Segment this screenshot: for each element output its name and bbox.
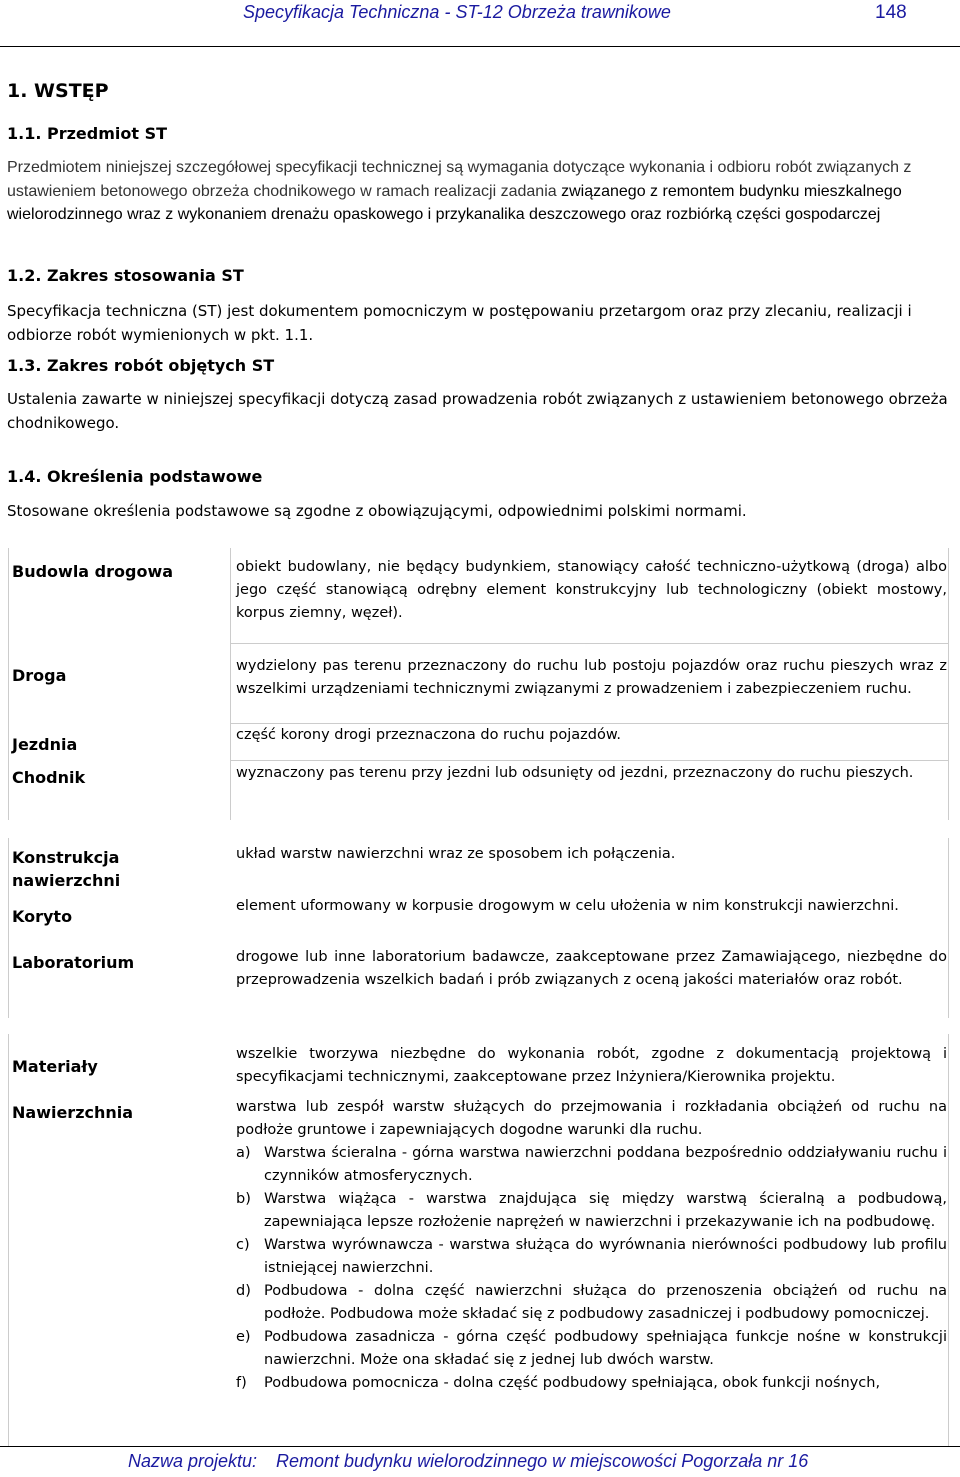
definition-term: Laboratorium [12,953,135,972]
table-rule [948,1034,949,1446]
definition-term: Chodnik [12,768,86,787]
definition-text: wyznaczony pas terenu przy jezdni lub odsunięty od jezdni, przeznaczony do ruchu pieszych. [236,765,914,781]
section-text-1-2: Specyfikacja techniczna (ST) jest dokumentem pomocniczym w postępowaniu przetargom oraz przy zlecaniu, realizacji i odbiorze robót wymienionych w pkt. 1.1. [7,302,912,344]
page-header [0,0,960,47]
list-marker: a) [236,1145,251,1161]
definition-text: obiekt budowlany, nie będący budynkiem, stanowiący całość techniczno-użytkową (droga) albo jego część stanowiącą odrębny element konstrukcyjny lub technologiczny (obiekt mostowy, korpus ziemny, węzeł). [236,559,947,621]
definition-term: Materiały [12,1057,98,1076]
list-marker: b) [236,1191,251,1207]
table-rule [8,548,9,820]
list-marker: c) [236,1237,250,1253]
table-rule [948,838,949,1018]
header-title: Specyfikacja Techniczna - ST-12 Obrzeża trawnikowe [243,2,671,22]
section-heading-1-2: 1.2. Zakres stosowania ST [7,266,244,285]
definition-term: Koryto [12,907,73,926]
definition-text: drogowe lub inne laboratorium badawcze, zaakceptowane przez Zamawiającego, niezbędne do przeprowadzenia wszelkich badań i prób związanych z oceną jakości materiałów oraz robót. [236,949,947,988]
definition-term: Konstrukcja nawierzchni [12,848,121,890]
list-item [236,1188,947,1234]
list-item [236,1372,947,1395]
table-rule [230,760,948,761]
definition-term: Budowla drogowa [12,562,174,581]
section-text-1-1 [7,156,955,227]
definition-text: element uformowany w korpusie drogowym w celu ułożenia w nim konstrukcji nawierzchni. [236,898,899,914]
table-rule [230,548,231,820]
definition-term: Droga [12,666,67,685]
list-item-text: Podbudowa pomocnicza - dolna część podbudowy spełniająca, obok funkcji nośnych, [264,1375,881,1391]
definition-text: warstwa lub zespół warstw służących do przejmowania i rozkładania obciążeń od ruchu na podłoże gruntowe i zapewniających dogodne warunki dla ruchu. [236,1099,947,1138]
table-rule [948,548,949,820]
list-item [236,1326,947,1372]
list-item-text: Warstwa ścieralna - górna warstwa nawierzchni poddana bezpośrednio oddziaływaniu ruchu i czynników atmosferycznych. [264,1145,947,1184]
list-marker: e) [236,1329,251,1345]
list-item-text: Warstwa wiążąca - warstwa znajdująca się między warstwą ścieralną a podbudową, zapewniająca lepsze rozłożenie naprężeń w nawierzchni i przekazywanie ich na podbudowę. [264,1191,947,1230]
section-text-1-4: Stosowane określenia podstawowe są zgodne z obowiązującymi, odpowiednimi polskimi normami. [7,502,747,520]
list-item [236,1142,947,1188]
list-marker: f) [236,1375,247,1391]
definition-text: wydzielony pas terenu przeznaczony do ruchu lub postoju pojazdów oraz ruchu pieszych wraz z wszelkimi urządzeniami technicznymi związanymi z prowadzeniem i zabezpieczeniem ruchu. [236,658,947,697]
page-number: 148 [875,2,907,23]
definition-text: układ warstw nawierzchni wraz ze sposobem ich połączenia. [236,846,676,862]
section-text-1-1-a: Przedmiotem niniejszej szczegółowej specyfikacji technicznej są wymagania dotyczące wykonania i odbioru robót związanych z ustawieniem betonowego obrzeża chodnikowego w ramach realizacji zadania [7,159,912,200]
section-text-1-3: Ustalenia zawarte w niniejszej specyfikacji dotyczą zasad prowadzenia robót związanych z ustawieniem betonowego obrzeża chodnikowego. [7,390,948,432]
table-rule [8,1034,9,1446]
list-item-text: Warstwa wyrównawcza - warstwa służąca do wyrównania nierówności podbudowy lub profilu istniejącej nawierzchni. [264,1237,947,1276]
section-heading-intro: 1. WSTĘP [7,80,109,102]
definition-text-nawierzchnia [236,1096,947,1395]
list-marker: d) [236,1283,251,1299]
section-text-1-1-b: związanego z remontem budynku mieszkalnego wielorodzinnego wraz z wykonaniem drenażu opaskowego i przykanalika deszczowego oraz rozbiórką części gospodarczej [7,182,902,223]
definition-term: Nawierzchnia [12,1103,134,1122]
list-item [236,1234,947,1280]
section-heading-1-3: 1.3. Zakres robót objętych ST [7,356,275,375]
page-footer [0,1446,960,1477]
definition-text: część korony drogi przeznaczona do ruchu pojazdów. [236,727,621,743]
footer-label: Nazwa projektu: [128,1451,258,1471]
table-rule [230,643,948,644]
list-item [236,1280,947,1326]
definition-term: Jezdnia [12,735,78,754]
section-heading-1-1: 1.1. Przedmiot ST [7,124,168,143]
footer-project-name: Remont budynku wielorodzinnego w miejscowości Pogorzała nr 16 [276,1451,809,1471]
table-rule [8,838,9,1018]
section-heading-1-4: 1.4. Określenia podstawowe [7,467,263,486]
list-item-text: Podbudowa zasadnicza - górna część podbudowy spełniająca funkcje nośne w konstrukcji nawierzchni. Może ona składać się z jednej lub dwóch warstw. [264,1329,947,1368]
definition-text: wszelkie tworzywa niezbędne do wykonania robót, zgodne z dokumentacją projektową i specyfikacjami technicznymi, zaakceptowane przez Inżyniera/Kierownika projektu. [236,1046,947,1085]
list-item-text: Podbudowa - dolna część nawierzchni służąca do przenoszenia obciążeń od ruchu na podłoże. Podbudowa może składać się z podbudowy zasadniczej i podbudowy pomocniczej. [264,1283,947,1322]
